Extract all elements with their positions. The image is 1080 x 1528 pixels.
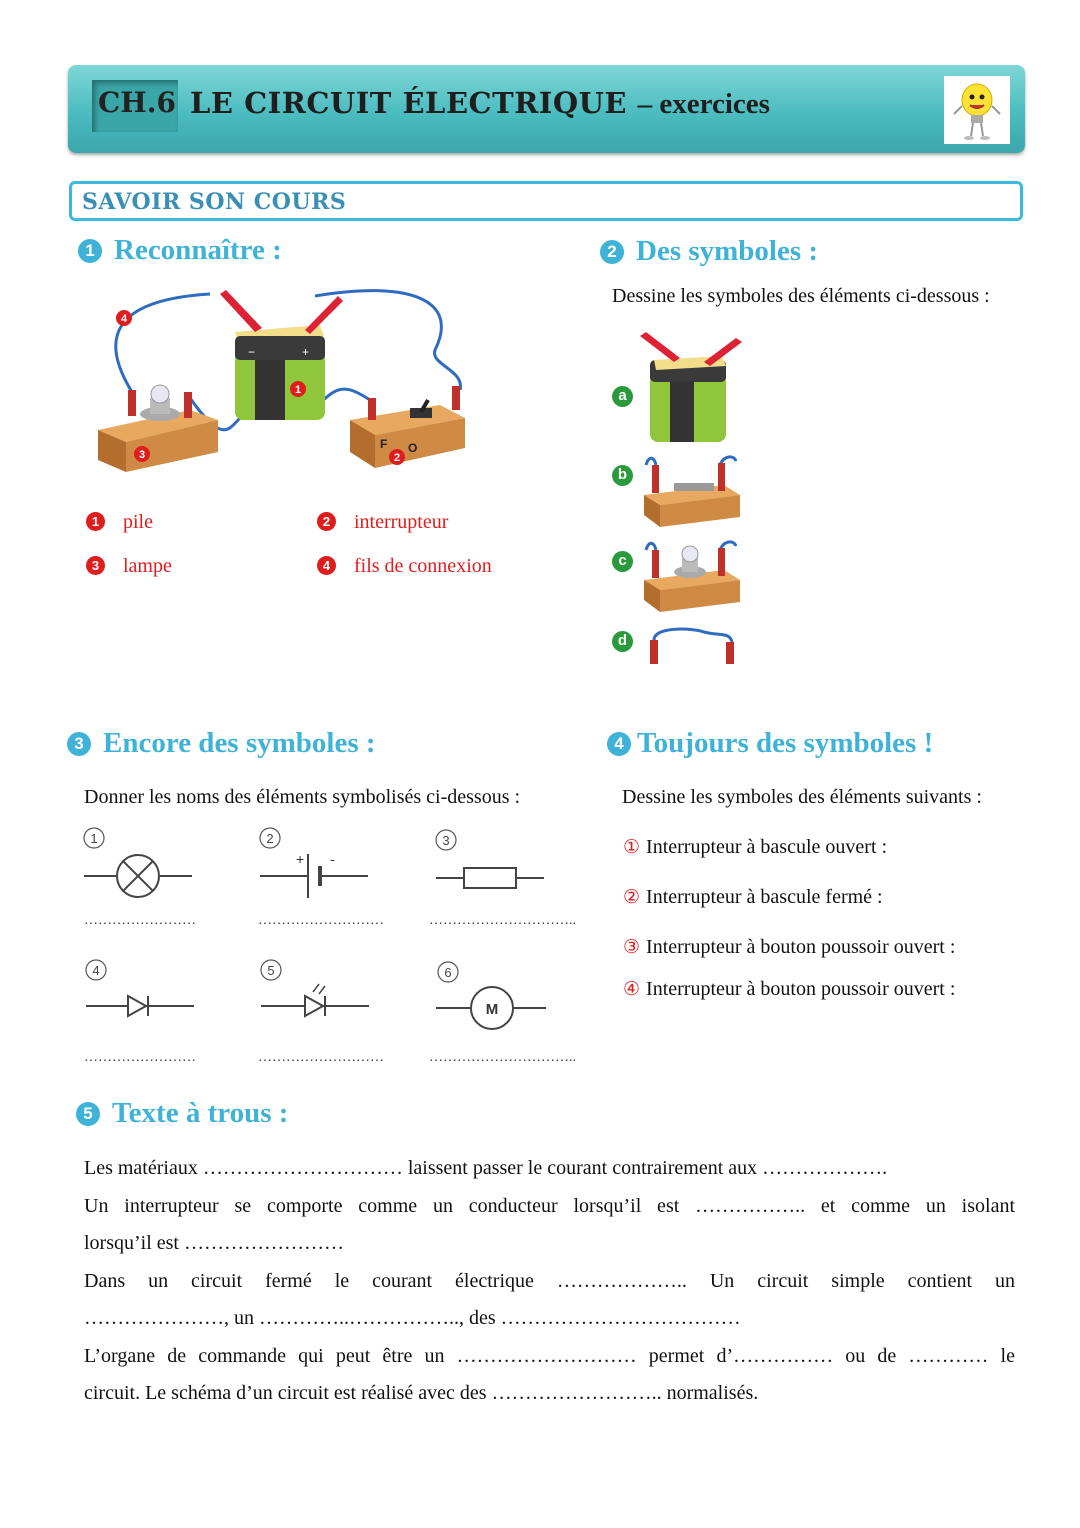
text-line-2: Un interrupteur se comporte comme un conducteur lorsqu’il est …………….. et comme un isolant — [84, 1194, 1015, 1217]
symbol-battery — [258, 826, 373, 906]
sec4-item-2: ② Interrupteur à bascule fermé : — [623, 886, 883, 908]
legend-item-lampe: 3 lampe — [86, 555, 172, 578]
battery-image — [632, 332, 752, 447]
lamp-image — [634, 540, 744, 615]
legend-item-fils: 4 fils de connexion — [317, 555, 492, 578]
fill-in-text[interactable] — [84, 1150, 1015, 1413]
sec2-heading — [600, 235, 818, 268]
sec2-title: Des symboles : — [636, 235, 819, 267]
svg-text:1: 1 — [90, 831, 98, 846]
text-line-7: circuit. Le schéma d’un circuit est réalisé avec des …………………….. normalisés. — [84, 1382, 759, 1404]
chapter-label: CH.6 — [98, 86, 176, 119]
sec3-instruction: Donner les noms des éléments symbolisés ci-dessous : — [84, 786, 521, 808]
text-line-4: Dans un circuit fermé le courant électrique ……………….. Un circuit simple contient un — [84, 1269, 1015, 1292]
svg-text:4: 4 — [92, 963, 100, 978]
svg-text:3: 3 — [442, 833, 450, 848]
sec4-item-1: ① Interrupteur à bascule ouvert : — [623, 836, 888, 858]
svg-text:+: + — [296, 851, 305, 867]
sec5-title: Texte à trous : — [112, 1097, 289, 1129]
text-line-6: L’organe de commande qui peut être un ……………………… permet d’…………… ou de ………… le — [84, 1344, 1015, 1367]
sec4-heading — [607, 727, 933, 760]
svg-text:−: − — [248, 345, 256, 359]
answer-dots-2[interactable]: ……………………… — [258, 913, 384, 928]
answer-dots-1[interactable]: …………………… — [84, 913, 196, 928]
lightbulb-mascot-icon — [944, 76, 1010, 144]
symbol-diode — [84, 958, 199, 1033]
title-main: LE CIRCUIT ÉLECTRIQUE — [190, 86, 628, 120]
answer-dots-5[interactable]: ……………………… — [258, 1050, 384, 1065]
page-title — [190, 86, 770, 121]
circuit-label-4: 4 — [120, 313, 128, 325]
circuit-label-3: 3 — [138, 449, 146, 461]
switch-image — [634, 455, 744, 530]
symbol-motor — [434, 958, 549, 1038]
text-line-1: Les matériaux ………………………… laissent passer le courant contrairement aux ………………. — [84, 1157, 888, 1179]
circuit-label-1: 1 — [294, 384, 302, 396]
svg-text:5: 5 — [267, 963, 275, 978]
sec3-number: 3 — [67, 732, 91, 756]
answer-dots-3[interactable]: ………………………….. — [429, 913, 576, 928]
sec2-instruction: Dessine les symboles des éléments ci-dessous : — [612, 285, 990, 307]
legend-item-pile: 1 pile — [86, 511, 153, 534]
sec1-title: Reconnaître : — [114, 234, 282, 266]
sec3-heading — [67, 727, 376, 760]
wire-image — [644, 626, 740, 668]
svg-text:M: M — [485, 1001, 499, 1018]
circuit-illustration — [80, 280, 480, 480]
item-c-badge: c — [612, 551, 633, 572]
sec1-number: 1 — [78, 239, 102, 263]
symbol-lamp — [82, 826, 197, 906]
sec3-title: Encore des symboles : — [103, 727, 376, 759]
sec4-item-4: ④ Interrupteur à bouton poussoir ouvert : — [623, 978, 956, 1000]
sec1-heading — [78, 234, 282, 267]
svg-text:2: 2 — [266, 831, 274, 846]
answer-dots-4[interactable]: …………………… — [84, 1050, 196, 1065]
sec2-number: 2 — [600, 240, 624, 264]
sec4-title: Toujours des symboles ! — [637, 727, 934, 759]
symbol-resistor — [434, 826, 549, 906]
answer-dots-6[interactable]: ………………………….. — [429, 1050, 576, 1065]
svg-text:6: 6 — [444, 965, 452, 980]
legend-item-interrupteur: 2 interrupteur — [317, 511, 448, 534]
item-a-badge: a — [612, 386, 633, 407]
sec4-item-3: ③ Interrupteur à bouton poussoir ouvert : — [623, 936, 956, 958]
switch-label-o: O — [408, 441, 418, 455]
text-line-5: …………………, un …………..…………….., des ……………………………… — [84, 1307, 741, 1329]
switch-label-f: F — [380, 437, 388, 451]
svg-text:-: - — [330, 851, 335, 867]
item-b-badge: b — [612, 465, 633, 486]
title-sub: – exercices — [637, 88, 770, 120]
banner-label: SAVOIR SON COURS — [82, 189, 347, 215]
sec5-number: 5 — [76, 1102, 100, 1126]
svg-text:+: + — [302, 345, 310, 359]
item-d-badge: d — [612, 631, 633, 652]
symbol-led — [259, 958, 374, 1033]
sec4-number: 4 — [607, 732, 631, 756]
sec5-heading — [76, 1097, 288, 1130]
text-line-3: lorsqu’il est …………………… — [84, 1232, 344, 1254]
circuit-label-2: 2 — [393, 452, 401, 464]
sec4-instruction: Dessine les symboles des éléments suivants : — [622, 786, 982, 808]
